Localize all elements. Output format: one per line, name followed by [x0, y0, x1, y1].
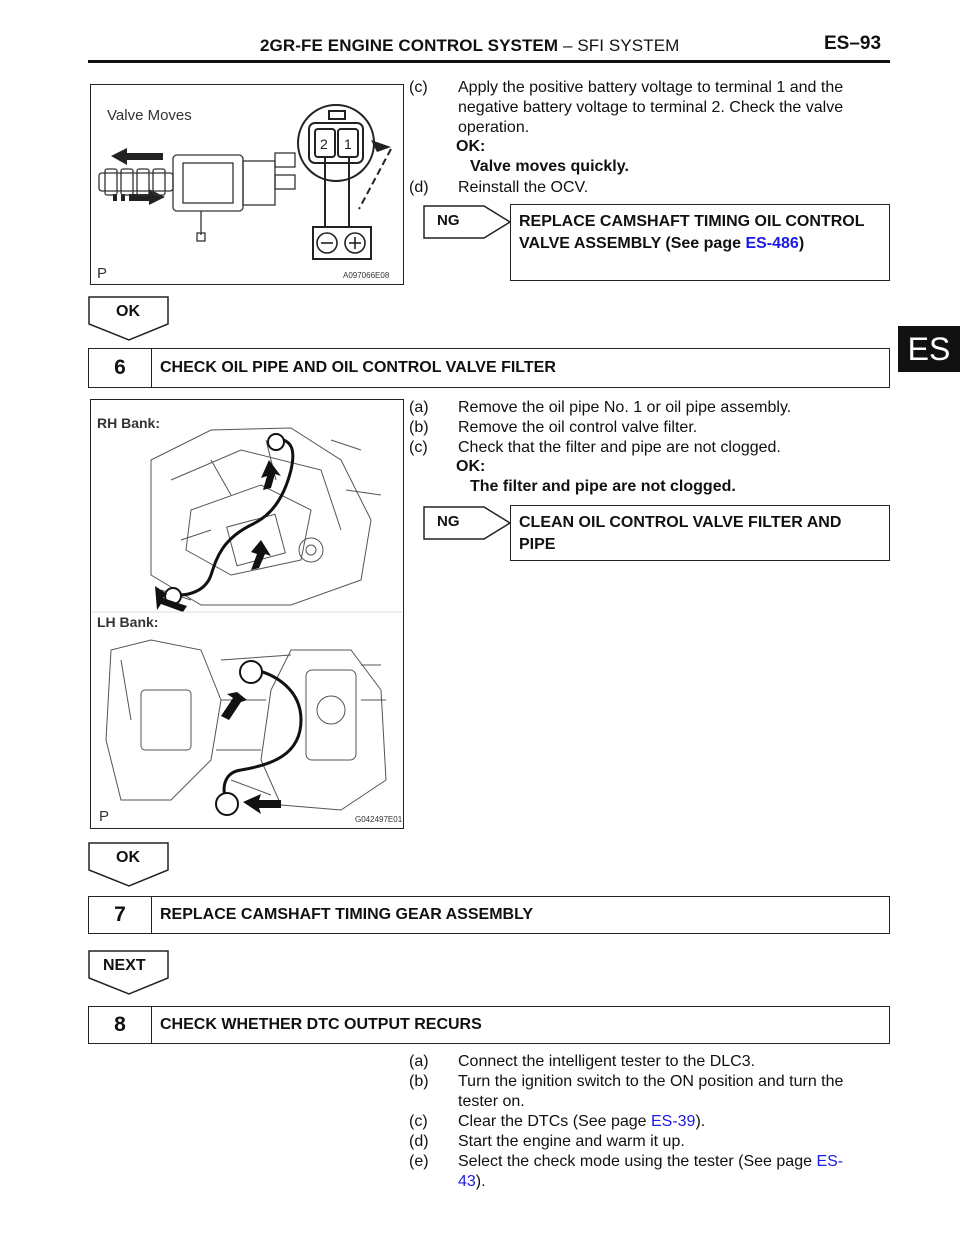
- figure-id: A097066E08: [343, 271, 390, 280]
- step-title: CHECK OIL PIPE AND OIL CONTROL VALVE FILTER: [160, 359, 556, 376]
- step-item: [409, 1132, 869, 1152]
- lh-oil-pipe: [224, 670, 301, 800]
- step-item: [409, 1112, 869, 1132]
- step-8-header: [88, 1006, 890, 1044]
- step-item: [409, 418, 869, 438]
- step-label: (b): [409, 419, 429, 436]
- ok-criteria-label: OK:: [456, 138, 486, 155]
- step-item: [409, 178, 869, 198]
- ng-result-box: [510, 204, 890, 281]
- step-label: (c): [409, 1113, 428, 1130]
- step-label: (d): [409, 179, 429, 196]
- lh-union-bolt-lower: [216, 793, 238, 815]
- step-item: [409, 1072, 869, 1112]
- step-text: Clear the DTCs (See page: [458, 1113, 651, 1130]
- step-text-suffix: ).: [695, 1113, 706, 1130]
- arrow-icon: [243, 794, 281, 814]
- step-text: Remove the oil pipe No. 1 or oil pipe assembly.: [458, 399, 792, 416]
- figure-corner-mark: P: [97, 265, 108, 282]
- lh-bank-label: LH Bank:: [97, 614, 159, 630]
- header-divider: [88, 60, 890, 63]
- step-item: [409, 78, 869, 138]
- ok-criteria-value: The filter and pipe are not clogged.: [470, 478, 736, 495]
- rh-bank-label: RH Bank:: [97, 415, 161, 431]
- ng-label: NG: [437, 212, 460, 229]
- ng-arrow-icon: [422, 204, 512, 240]
- step-item: [409, 1152, 869, 1192]
- step-text-suffix: ).: [475, 1173, 486, 1190]
- step-text: Remove the oil control valve filter.: [458, 419, 698, 436]
- oil-pipe-figure: [90, 399, 404, 829]
- terminal-1-label: 1: [344, 136, 352, 152]
- page-number: ES–93: [824, 33, 882, 54]
- step-label: (e): [409, 1153, 429, 1170]
- step-text: Apply the positive battery voltage to terminal 1 and the negative battery voltage to terminal 2. Check the valve operation.: [458, 79, 844, 136]
- page-header-title: [260, 36, 679, 56]
- lh-union-bolt-upper: [240, 661, 262, 683]
- step-text: Select the check mode using the tester (See page: [458, 1153, 817, 1170]
- step-label: (b): [409, 1073, 429, 1090]
- ng-result-suffix: ): [798, 235, 805, 252]
- page-link[interactable]: ES-39: [650, 1113, 696, 1130]
- figure-corner-mark: P: [99, 808, 110, 825]
- section-tab[interactable]: ES: [898, 326, 960, 372]
- step-number: 6: [89, 349, 152, 387]
- arrow-icon: [261, 460, 281, 490]
- step-label: (c): [409, 79, 428, 96]
- ng-result-box: [510, 505, 890, 561]
- figure-id: G042497E01: [355, 815, 403, 824]
- step-text: Reinstall the OCV.: [458, 179, 589, 196]
- ng-label: NG: [437, 513, 460, 530]
- ok-tab-label: OK: [116, 303, 140, 320]
- battery-icon: [313, 227, 371, 259]
- step-title: REPLACE CAMSHAFT TIMING GEAR ASSEMBLY: [160, 906, 534, 923]
- connector-icon: [298, 105, 374, 181]
- step-text: Start the engine and warm it up.: [458, 1133, 685, 1150]
- step-label: (a): [409, 1053, 429, 1070]
- ok-criteria-label: OK:: [456, 458, 486, 475]
- step-label: (c): [409, 439, 428, 456]
- title-separator: –: [562, 36, 573, 55]
- step-label: (d): [409, 1133, 429, 1150]
- system-name: SFI SYSTEM: [577, 36, 680, 55]
- ng-result-text: REPLACE CAMSHAFT TIMING OIL CONTROL VALVE ASSEMBLY (See page: [519, 213, 865, 252]
- page-link[interactable]: ES-43: [458, 1153, 844, 1190]
- terminal-2-label: 2: [320, 136, 328, 152]
- step-6-header: [88, 348, 890, 388]
- arrow-icon: [251, 540, 271, 570]
- page-link[interactable]: ES-486: [745, 235, 799, 252]
- ng-result-text: CLEAN OIL CONTROL VALVE FILTER AND PIPE: [519, 514, 842, 553]
- oil-control-valve: [99, 153, 295, 241]
- ok-criteria-value: Valve moves quickly.: [470, 158, 629, 175]
- step-text: Turn the ignition switch to the ON position and turn the tester on.: [458, 1073, 844, 1110]
- step-item: [409, 438, 869, 458]
- step-7-header: [88, 896, 890, 934]
- next-tab-label: NEXT: [103, 957, 146, 974]
- step-label: (a): [409, 399, 429, 416]
- arrow-left-icon: [111, 148, 163, 165]
- step-text: Connect the intelligent tester to the DLC3.: [458, 1053, 756, 1070]
- step-text: Check that the filter and pipe are not clogged.: [458, 439, 781, 456]
- valve-figure: [90, 84, 404, 285]
- rh-union-bolt-upper: [268, 434, 284, 450]
- step-item: [409, 398, 869, 418]
- manual-title: 2GR-FE ENGINE CONTROL SYSTEM: [260, 36, 559, 55]
- step-number: 8: [89, 1007, 152, 1043]
- step-title: CHECK WHETHER DTC OUTPUT RECURS: [160, 1016, 482, 1033]
- step-number: 7: [89, 897, 152, 933]
- ng-arrow-icon: [422, 505, 512, 541]
- ok-tab-label: OK: [116, 849, 140, 866]
- valve-moves-label: Valve Moves: [107, 107, 192, 124]
- arrow-icon: [221, 692, 247, 720]
- step-item: [409, 1052, 869, 1072]
